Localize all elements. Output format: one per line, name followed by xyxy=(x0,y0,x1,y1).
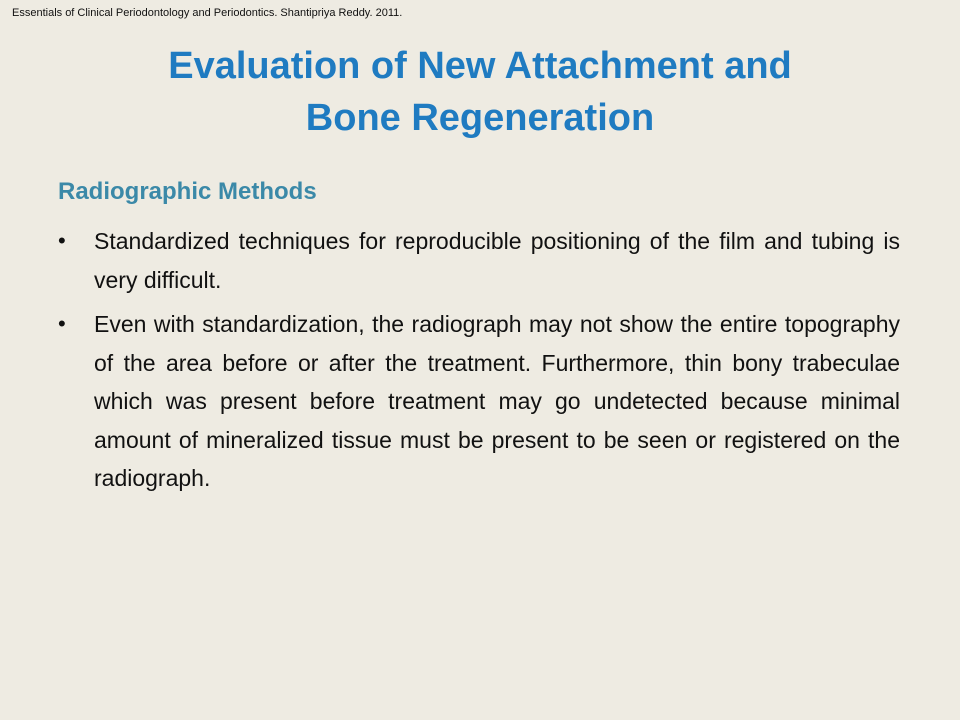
bullet-dot-icon: • xyxy=(58,311,66,336)
slide-title-line-1: Evaluation of New Attachment and xyxy=(168,45,792,87)
bullet-text: Even with standardization, the radiograph may not show the entire topography of the area before or after the treatment. Furthermore, thin bony trabeculae which was present before treatment may go undetected because minimal amount of mineralized tissue must be present to be seen or registered on the radiograph. xyxy=(94,311,900,491)
bullet-item xyxy=(58,222,900,299)
bullet-text: Standardized techniques for reproducible positioning of the film and tubing is very difficult. xyxy=(94,228,900,293)
section-heading: Radiographic Methods xyxy=(58,178,317,205)
citation: Essentials of Clinical Periodontology and Periodontics. Shantipriya Reddy. 2011. xyxy=(12,7,403,19)
bullet-dot-icon: • xyxy=(58,228,66,253)
slide-title xyxy=(0,40,960,144)
bullet-list xyxy=(58,222,900,504)
slide-title-line-2: Bone Regeneration xyxy=(305,97,655,139)
bullet-item xyxy=(58,305,900,498)
